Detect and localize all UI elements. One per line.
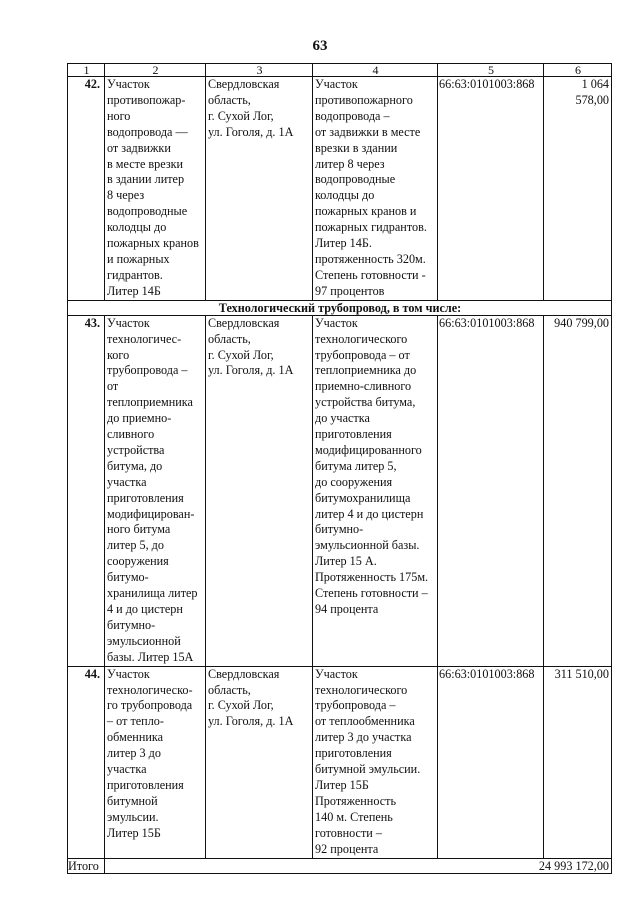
object-description: Участок технологического трубопровода – от теплоприемника до приемно-сливного устройства битума, до участка приготовления модифицированного битума литер 5, до сооружения битумохранилища литер 4 и до цистерн битумно- эмульсионной базы. Литер 15 А. Протяженность 175м. Степень готовности – 94 процента <box>313 315 438 666</box>
table-row <box>68 77 612 301</box>
row-number: 44. <box>68 666 105 858</box>
header-cell-1: 1 <box>68 64 105 77</box>
cadastral-number: 66:63:0101003:868 <box>438 666 544 858</box>
row-number: 42. <box>68 77 105 301</box>
book-value: 311 510,00 <box>544 666 612 858</box>
cadastral-number: 66:63:0101003:868 <box>438 315 544 666</box>
header-cell-4: 4 <box>313 64 438 77</box>
book-value: 1 064 578,00 <box>544 77 612 301</box>
total-value: 24 993 172,00 <box>105 858 612 873</box>
header-cell-5: 5 <box>438 64 544 77</box>
total-label: Итого <box>68 858 105 873</box>
book-value: 940 799,00 <box>544 315 612 666</box>
cadastral-number: 66:63:0101003:868 <box>438 77 544 301</box>
total-row <box>68 858 612 873</box>
header-cell-6: 6 <box>544 64 612 77</box>
object-description: Участок технологического трубопровода – от теплообменника литер 3 до участка приготовления битумной эмульсии. Литер 15Б Протяженность 140 м. Степень готовности – 92 процента <box>313 666 438 858</box>
header-row <box>68 64 612 77</box>
header-cell-2: 2 <box>105 64 206 77</box>
object-name: Участок противопожар- ного водопровода — от задвижки в месте врезки в здании литер 8 через водопроводные колодцы до пожарных кранов и пожарных гидрантов. Литер 14Б <box>105 77 206 301</box>
header-cell-3: 3 <box>206 64 313 77</box>
table-row <box>68 666 612 858</box>
page-number: 63 <box>312 38 328 54</box>
object-address: Свердловская область, г. Сухой Лог, ул. Гоголя, д. 1А <box>206 315 313 666</box>
object-address: Свердловская область, г. Сухой Лог, ул. Гоголя, д. 1А <box>206 666 313 858</box>
object-description: Участок противопожарного водопровода – от задвижки в месте врезки в здании литер 8 через водопроводные колодцы до пожарных кранов и пожарных гидрантов. Литер 14Б. протяженность 320м. Степень готовности - 97 процентов <box>313 77 438 301</box>
object-name: Участок технологическо- го трубопровода – от тепло- обменника литер 3 до участка приготовления битумной эмульсии. Литер 15Б <box>105 666 206 858</box>
section-row <box>68 300 612 315</box>
property-table <box>67 63 612 874</box>
object-name: Участок технологичес- кого трубопровода – от теплоприемника до приемно- сливного устройства битума, до участка приготовления модифицирован- ного битума литер 5, до сооружения битумо- хранилища литер 4 и до цистерн битумно- эмульсионной базы. Литер 15А <box>105 315 206 666</box>
section-title: Технологический трубопровод, в том числе: <box>68 300 612 315</box>
table-row <box>68 315 612 666</box>
row-number: 43. <box>68 315 105 666</box>
object-address: Свердловская область, г. Сухой Лог, ул. Гоголя, д. 1А <box>206 77 313 301</box>
